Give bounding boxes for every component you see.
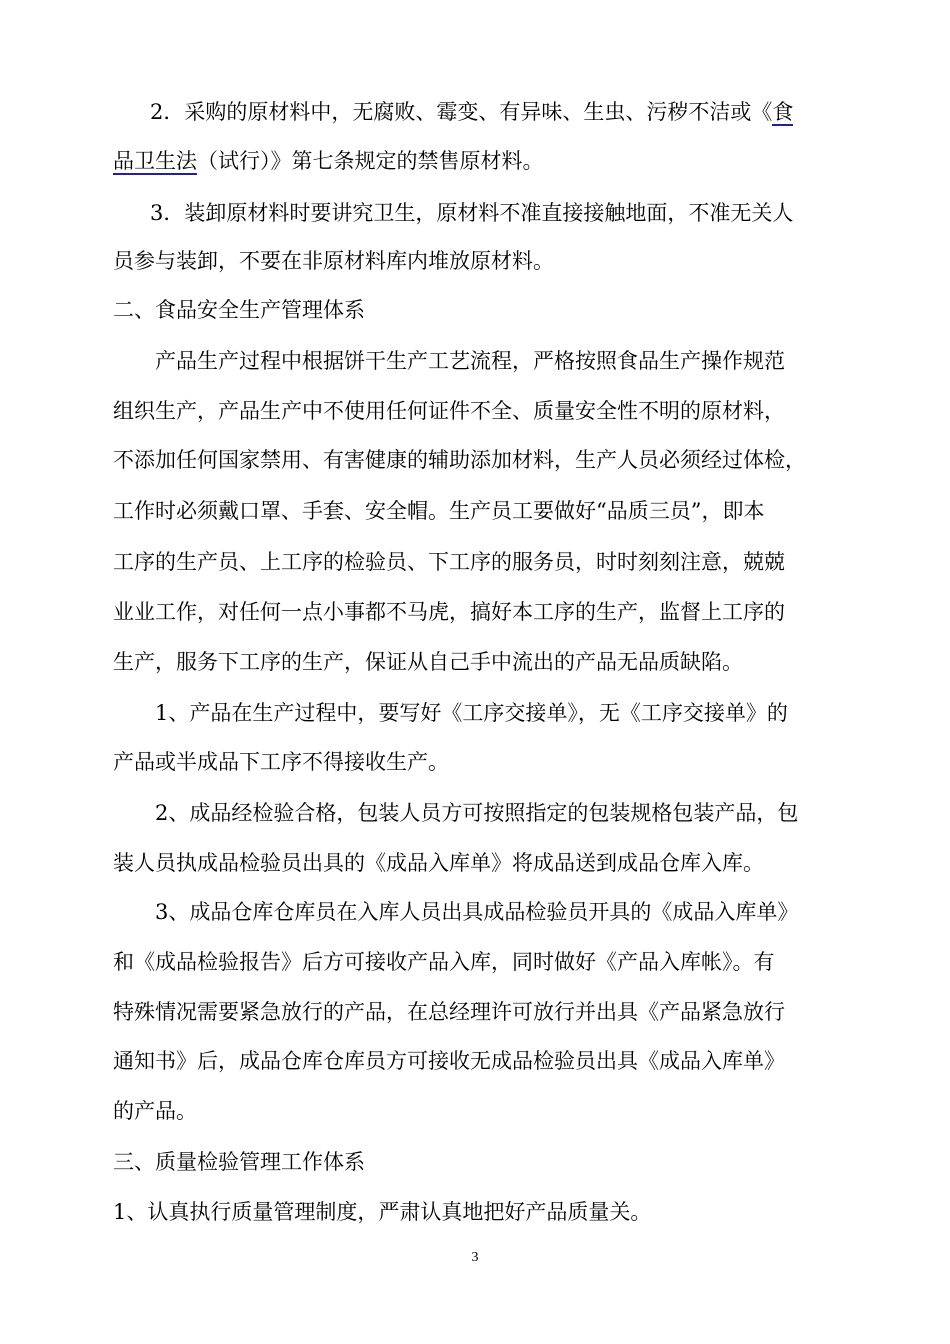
text-line: 工序的生产员、上工序的检验员、下工序的服务员，时时刻刻注意，兢兢 bbox=[113, 550, 785, 574]
text-line: 生产，服务下工序的生产，保证从自己手中流出的产品无品质缺陷。 bbox=[113, 650, 743, 674]
text-line: 特殊情况需要紧急放行的产品，在总经理许可放行并出具《产品紧急放行 bbox=[113, 1000, 785, 1024]
text-line bbox=[113, 144, 544, 178]
text-line: 1、认真执行质量管理制度，严肃认真地把好产品质量关。 bbox=[113, 1200, 652, 1224]
text-line: 装人员执成品检验员出具的《成品入库单》将成品送到成品仓库入库。 bbox=[113, 851, 764, 875]
section-heading: 二、食品安全生产管理体系 bbox=[113, 298, 365, 322]
text-line: 1、产品在生产过程中，要写好《工序交接单》，无《工序交接单》的 bbox=[155, 701, 788, 725]
text-line: 通知书》后，成品仓库仓库员方可接收无成品检验员出具《成品入库单》 bbox=[113, 1049, 785, 1073]
text-run: 2．采购的原材料中，无腐败、霉变、有异味、生虫、污秽不洁或《 bbox=[150, 100, 773, 124]
text-line bbox=[150, 95, 793, 129]
text-line: 产品生产过程中根据饼干生产工艺流程，严格按照食品生产操作规范 bbox=[155, 349, 785, 373]
text-line: 工作时必须戴口罩、手套、安全帽。生产员工要做好“品质三员”，即本 bbox=[113, 499, 765, 523]
text-line: 3、成品仓库仓库员在入库人员出具成品检验员开具的《成品入库单》 bbox=[155, 900, 799, 924]
underlined-link-text: 品卫生法 bbox=[113, 149, 197, 173]
text-line: 3．装卸原材料时要讲究卫生，原材料不准直接接触地面，不准无关人 bbox=[150, 201, 794, 225]
text-line: 组织生产，产品生产中不使用任何证件不全、质量安全性不明的原材料， bbox=[113, 399, 785, 423]
text-line: 不添加任何国家禁用、有害健康的辅助添加材料，生产人员必须经过体检， bbox=[113, 448, 806, 472]
text-line: 2、成品经检验合格，包装人员方可按照指定的包装规格包装产品，包 bbox=[155, 801, 799, 825]
text-line: 业业工作，对任何一点小事都不马虎，搞好本工序的生产，监督上工序的 bbox=[113, 600, 785, 624]
text-line: 的产品。 bbox=[113, 1099, 197, 1123]
section-heading: 三、质量检验管理工作体系 bbox=[113, 1150, 365, 1174]
text-line: 和《成品检验报告》后方可接收产品入库，同时做好《产品入库帐》。有 bbox=[113, 950, 775, 974]
text-line: 员参与装卸，不要在非原材料库内堆放原材料。 bbox=[113, 249, 554, 273]
text-run: （试行）》第七条规定的禁售原材料。 bbox=[197, 149, 544, 173]
underlined-link-text: 食 bbox=[772, 100, 794, 124]
page-number: 3 bbox=[471, 1250, 479, 1265]
text-line: 产品或半成品下工序不得接收生产。 bbox=[113, 750, 449, 774]
